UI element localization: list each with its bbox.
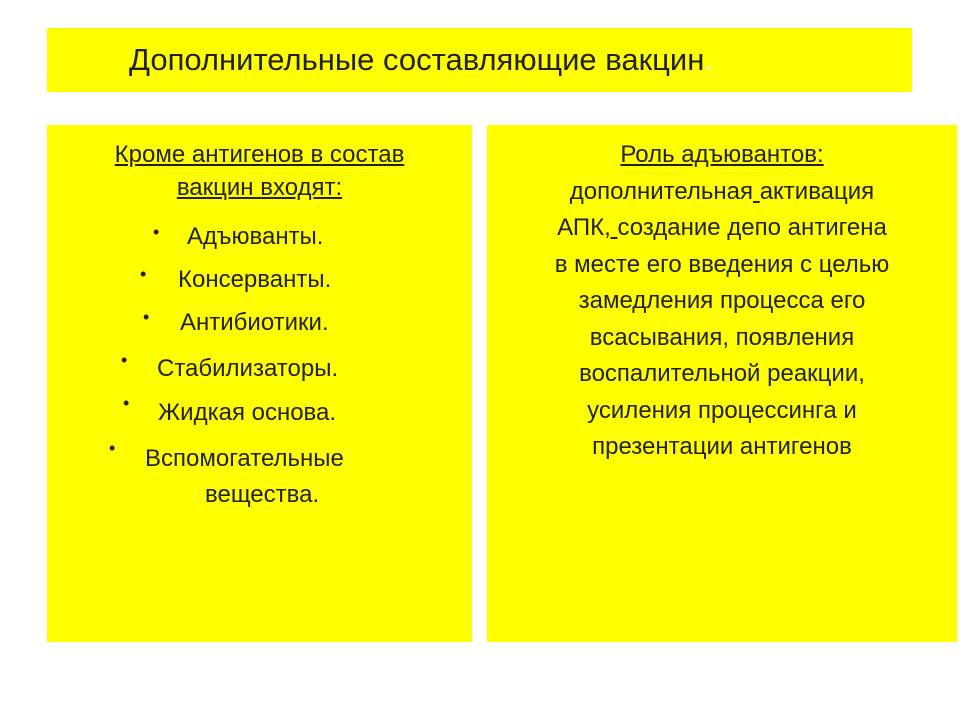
list-item: Антибиотики.	[180, 309, 329, 336]
list-item: вещества.	[205, 481, 320, 508]
left-intro-line-1: Кроме антигенов в состав	[114, 141, 405, 168]
bullet-icon: •	[153, 222, 160, 242]
role-line-4: замедления процесса его	[578, 287, 866, 314]
role-line-3: в месте его введения с целью	[554, 250, 890, 278]
slide-title-dot: .	[704, 42, 713, 77]
role-line-7: усиления процессинга и	[587, 396, 857, 424]
role-line-2c: создание депо антигена	[617, 214, 887, 241]
bullet-icon: •	[121, 350, 128, 370]
bullet-icon: •	[140, 264, 147, 284]
role-line-2b: ,	[604, 214, 618, 241]
bullet-icon: •	[109, 438, 116, 458]
role-line-6: воспалительной реакции,	[579, 360, 865, 387]
role-line-2a: АПК	[557, 214, 605, 241]
left-panel	[47, 125, 472, 642]
slide-title-text: Дополнительные составляющие вакцин	[129, 42, 705, 77]
bullet-icon: •	[123, 393, 130, 413]
list-item: Адъюванты.	[187, 223, 324, 250]
slide-title	[129, 42, 713, 78]
role-line-1c: активация	[759, 177, 875, 205]
list-item: Стабилизаторы.	[157, 355, 339, 382]
right-panel	[487, 125, 957, 642]
bullet-icon: •	[143, 307, 150, 327]
adjuvant-role-text	[487, 137, 957, 466]
list-item: Консерванты.	[178, 266, 332, 293]
role-line-5: всасывания, появления	[589, 323, 855, 351]
role-line-1b	[753, 178, 760, 205]
list-item: Жидкая основа.	[158, 399, 337, 426]
left-intro-line-2: вакцин входят:	[176, 174, 343, 201]
role-line-1a: дополнительная	[569, 177, 754, 205]
title-banner	[47, 28, 912, 92]
role-line-8: презентации антигенов	[592, 433, 852, 460]
components-list	[47, 125, 472, 642]
adjuvant-role-heading: Роль адъювантов:	[620, 141, 824, 168]
list-item: Вспомогательные	[145, 445, 344, 472]
